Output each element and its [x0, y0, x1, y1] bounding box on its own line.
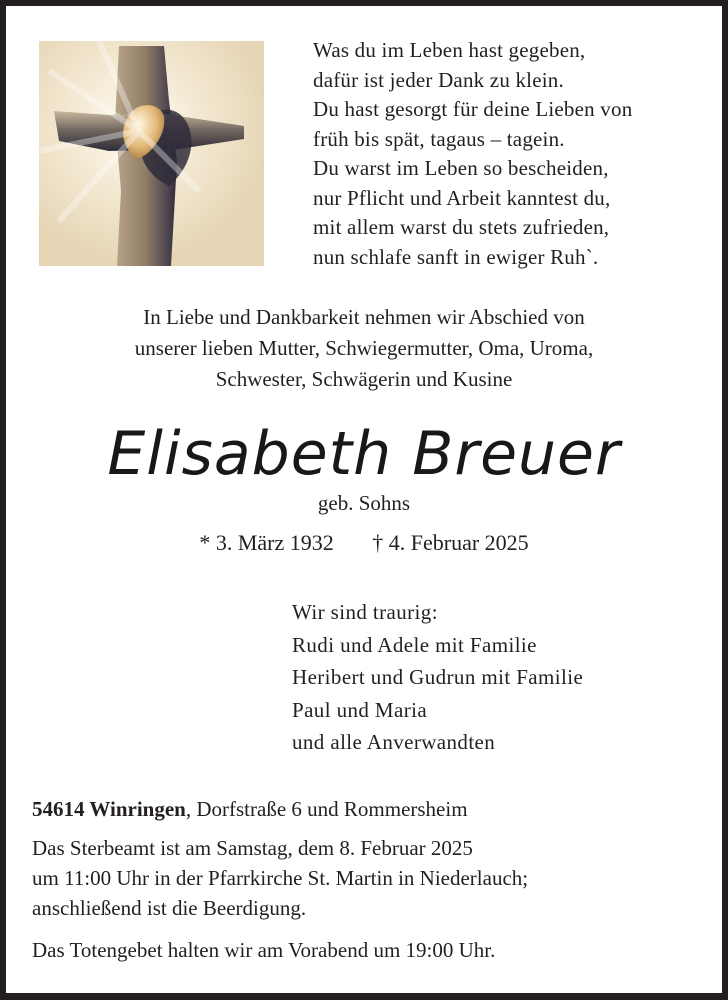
service-line: Das Sterbeamt ist am Samstag, dem 8. Februar 2025 — [32, 836, 473, 860]
poem-line: Du hast gesorgt für deine Lieben von — [313, 97, 633, 121]
address-town: 54614 Winringen — [32, 797, 186, 821]
poem-line: mit allem warst du stets zufrieden, — [313, 215, 610, 239]
poem-line: dafür ist jeder Dank zu klein. — [313, 67, 564, 92]
birth-date: 3. März 1932 — [215, 530, 334, 555]
birth-star-icon: * — [199, 530, 211, 555]
death-cross-icon: † — [372, 530, 384, 555]
poem-line: Was du im Leben hast gegeben, — [313, 38, 586, 62]
prayer-info: Das Totengebet halten wir am Vorabend um 19:00 Uhr. — [32, 938, 496, 962]
mourners-line: und alle Anverwandten — [292, 730, 496, 754]
intro-line: In Liebe und Dankbarkeit nehmen wir Abschied von — [143, 305, 585, 329]
service-line: um 11:00 Uhr in der Pfarrkirche St. Martin in Niederlauch; — [32, 866, 529, 890]
deceased-name: Elisabeth Breuer — [107, 419, 621, 489]
cross-icon — [39, 41, 264, 266]
mourners-line: Paul und Maria — [292, 697, 428, 722]
poem-line: nur Pflicht und Arbeit kanntest du, — [313, 185, 611, 210]
mourners-line: Wir sind traurig: — [292, 600, 438, 624]
poem-line: Du warst im Leben so bescheiden, — [313, 156, 609, 180]
cross-heart-image — [39, 41, 264, 266]
death-date: 4. Februar 2025 — [388, 530, 529, 555]
mourners-list — [292, 596, 583, 759]
service-info — [32, 833, 528, 923]
mourners-line: Heribert und Gudrun mit Familie — [292, 665, 584, 689]
mourners-line: Rudi und Adele mit Familie — [292, 632, 537, 657]
poem — [313, 36, 713, 272]
poem-line: früh bis spät, tagaus – tagein. — [313, 126, 565, 151]
obituary-notice — [6, 6, 722, 993]
intro-line: unserer lieben Mutter, Schwiegermutter, Oma, Uroma, — [134, 336, 594, 360]
service-line: anschließend ist die Beerdigung. — [32, 896, 307, 920]
intro-line: Schwester, Schwägerin und Kusine — [215, 367, 513, 391]
life-dates — [6, 528, 722, 558]
address — [32, 794, 468, 824]
maiden-name: geb. Sohns — [317, 491, 411, 515]
address-street: , Dorfstraße 6 und Rommersheim — [185, 797, 468, 821]
poem-line: nun schlafe sanft in ewiger Ruh`. — [313, 244, 599, 269]
intro-text — [6, 302, 722, 395]
